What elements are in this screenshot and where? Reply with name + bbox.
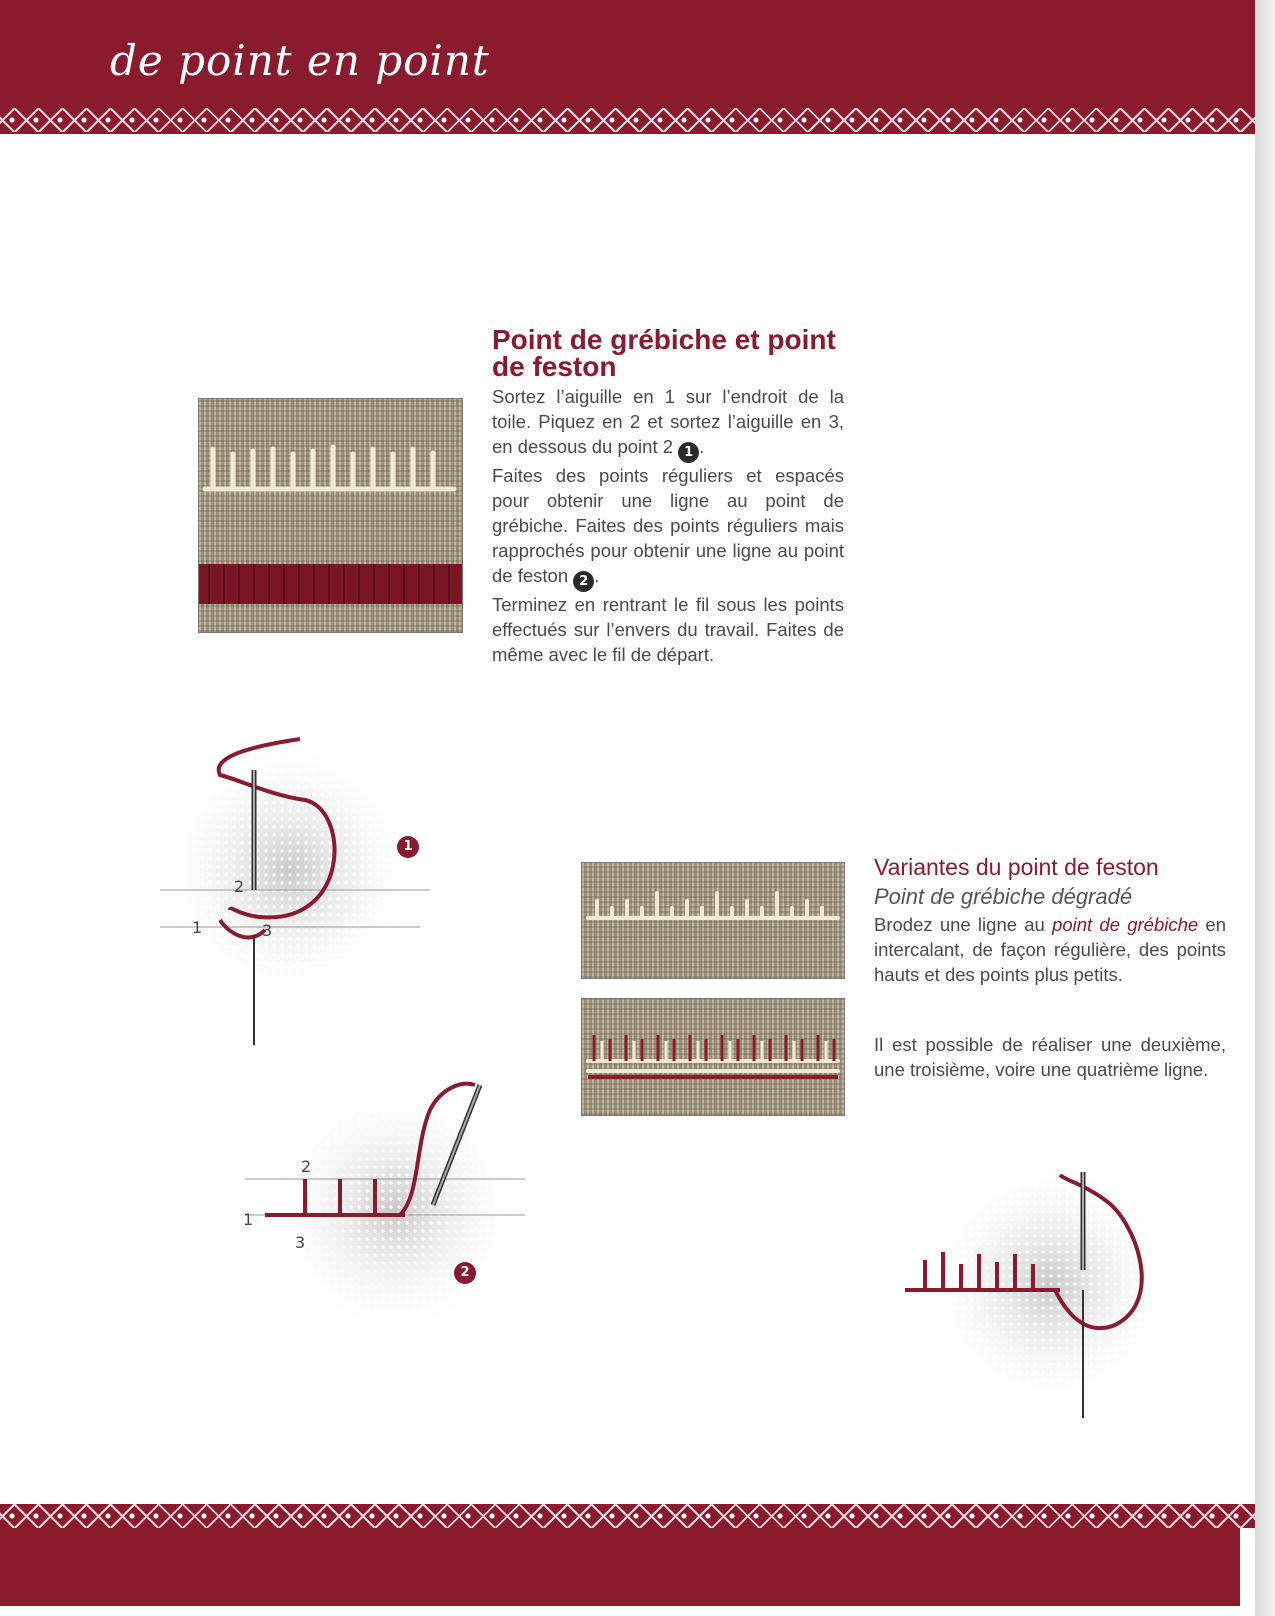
instruction-paragraph-2: Faites des points réguliers et espacés pour obtenir une ligne au point de grébiche. Faites des points réguliers mais rapprochés pour obtenir une ligne au point de feston 2 . xyxy=(492,463,844,592)
multi-line-stitch-photo xyxy=(581,998,845,1116)
stitch-diagram-1 xyxy=(150,735,440,1049)
instruction-text-2: Faites des points réguliers et espacés pour obtenir une ligne au point de grébiche. Faites des points réguliers mais rapprochés pour obtenir une ligne au point de feston xyxy=(492,465,844,586)
step-1-icon: 1 xyxy=(678,442,699,463)
diagram-3-drawing xyxy=(895,1160,1185,1430)
variants-text-pre: Brodez une ligne au xyxy=(874,914,1053,935)
step-2-icon: 2 xyxy=(573,571,594,592)
point-label-3: 3 xyxy=(295,1233,306,1252)
diagram-2-drawing xyxy=(235,1075,535,1335)
graduated-stitch-drawing xyxy=(582,863,844,978)
footer-band xyxy=(0,1528,1240,1606)
instruction-paragraph-1: Sortez l’aiguille en 1 sur l’endroit de la toile. Piquez en 2 et sortez l’aiguille en 3, en dessous du point 2 1 . xyxy=(492,384,844,463)
variants-emphasis: point de grébiche xyxy=(1052,914,1199,935)
variants-subtitle: Point de grébiche dégradé xyxy=(874,884,1133,909)
instruction-paragraph-3: Terminez en rentrant le fil sous les points effectués sur l’envers du travail. Faites de même avec le fil de départ. xyxy=(492,594,844,665)
variants-paragraph-1 xyxy=(874,912,1226,987)
variants-paragraph-2: Il est possible de réaliser une deuxième, une troisième, voire une quatrième ligne. xyxy=(874,1034,1226,1080)
stitch-sample-drawing xyxy=(199,399,462,632)
bottom-star-border xyxy=(0,1504,1255,1528)
instruction-text-1: Sortez l’aiguille en 1 sur l’endroit de la toile. Piquez en 2 et sortez l’aiguille en 3, en dessous du point 2 xyxy=(492,386,844,457)
point-label-3: 3 xyxy=(262,921,273,940)
page-edge xyxy=(1255,0,1275,1616)
point-label-2: 2 xyxy=(301,1157,312,1176)
instructions-text xyxy=(492,384,844,667)
page-title: de point en point xyxy=(110,36,490,85)
point-label-1: 1 xyxy=(243,1210,254,1229)
stitch-diagram-3 xyxy=(895,1160,1185,1434)
section-title: Point de grébiche et point de feston xyxy=(492,324,836,382)
point-label-2: 2 xyxy=(234,877,245,896)
variants-title: Variantes du point de feston xyxy=(874,854,1159,880)
multi-line-stitch-drawing xyxy=(582,999,844,1115)
graduated-stitch-photo xyxy=(581,862,845,979)
diagram-1-drawing xyxy=(150,735,440,1045)
stitch-sample-photo xyxy=(198,398,463,633)
diagram-1-badge: 1 xyxy=(397,836,419,858)
top-star-border xyxy=(0,108,1255,132)
variants-text-post: en intercalant, de façon régulière, des points hauts et des points plus petits. xyxy=(874,914,1226,985)
stitch-diagram-2 xyxy=(235,1075,535,1339)
point-label-1: 1 xyxy=(192,918,203,937)
diagram-2-badge: 2 xyxy=(454,1262,476,1284)
